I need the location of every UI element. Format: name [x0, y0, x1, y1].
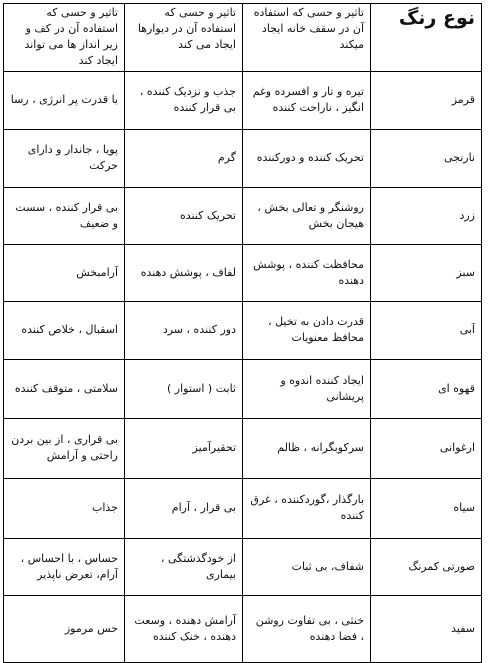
ceiling-effect-cell: بارگذار ،گوردکننده ، غرق کننده: [243, 478, 371, 538]
ceiling-effect-cell: خنثی ، بی تفاوت روشن ، فضا دهنده: [243, 595, 371, 662]
ceiling-effect-cell: قدرت دادن به تخیل ، محافظ معنویات: [243, 301, 371, 359]
table-row: [4, 478, 482, 538]
color-name-cell: صورتی کمرنگ: [371, 538, 482, 595]
color-effects-table-sheet: [3, 3, 481, 653]
floor-effect-cell: حساس ، با احساس ، آرام، تعرض ناپذیر: [4, 538, 125, 595]
header-ceiling: تاثیر و حسی که استفاده آن در سقف خانه ایجاد میکند: [243, 4, 371, 72]
header-color-type: [371, 4, 482, 72]
header-walls: تاثیر و حسی که استفاده آن در دیوارها ایجاد می کند: [125, 4, 243, 72]
header-color-type-label: نوع رنگ: [398, 7, 475, 29]
color-name-cell: نارنجی: [371, 129, 482, 187]
table-row: [4, 359, 482, 418]
floor-effect-cell: آرامبخش: [4, 244, 125, 301]
color-name-cell: قرمز: [371, 71, 482, 129]
wall-effect-cell: ثابت ( استوار ): [125, 359, 243, 418]
wall-effect-cell: تحقیرآمیز: [125, 418, 243, 478]
color-name-cell: آبی: [371, 301, 482, 359]
table-row: [4, 244, 482, 301]
table-header-row: [4, 4, 482, 72]
floor-effect-cell: جذاب: [4, 478, 125, 538]
ceiling-effect-cell: محافظت کننده ، پوشش دهنده: [243, 244, 371, 301]
floor-effect-cell: بی قرار کننده ، سست و ضعیف: [4, 187, 125, 244]
wall-effect-cell: گرم: [125, 129, 243, 187]
floor-effect-cell: سلامتی ، متوقف کننده: [4, 359, 125, 418]
ceiling-effect-cell: شفاف، بی ثبات: [243, 538, 371, 595]
color-name-cell: سفید: [371, 595, 482, 662]
floor-effect-cell: با قدرت پر انرژی ، رسا: [4, 71, 125, 129]
ceiling-effect-cell: روشنگر و تعالی بخش ، هیجان بخش: [243, 187, 371, 244]
table-row: [4, 71, 482, 129]
wall-effect-cell: تحریک کننده: [125, 187, 243, 244]
floor-effect-cell: اسقبال ، خلاص کننده: [4, 301, 125, 359]
wall-effect-cell: آرامش دهنده ، وسعت دهنده ، خنک کننده: [125, 595, 243, 662]
floor-effect-cell: حس مرموز: [4, 595, 125, 662]
wall-effect-cell: لفاف ، پوشش دهنده: [125, 244, 243, 301]
table-row: [4, 129, 482, 187]
wall-effect-cell: جذب و نزدیک کننده ، بی قرار کننده: [125, 71, 243, 129]
wall-effect-cell: دور کننده ، سرد: [125, 301, 243, 359]
header-floor: تاثیر و حسی که استفاده آن در کف و زیر انداز ها می تواند ایجاد کند: [4, 4, 125, 72]
color-effects-table: [3, 3, 482, 663]
ceiling-effect-cell: ایجاد کننده اندوه و پریشانی: [243, 359, 371, 418]
ceiling-effect-cell: سرکوبگرانه ، ظالم: [243, 418, 371, 478]
table-row: [4, 418, 482, 478]
ceiling-effect-cell: تیره و تار و افسرده وغم انگیز ، ناراحت کننده: [243, 71, 371, 129]
ceiling-effect-cell: تحریک کننده و دورکننده: [243, 129, 371, 187]
color-name-cell: سیاه: [371, 478, 482, 538]
table-row: [4, 595, 482, 662]
color-name-cell: زرد: [371, 187, 482, 244]
table-row: [4, 538, 482, 595]
floor-effect-cell: پویا ، جاندار و دارای حرکت: [4, 129, 125, 187]
color-name-cell: قهوه ای: [371, 359, 482, 418]
table-row: [4, 187, 482, 244]
color-name-cell: ارغوانی: [371, 418, 482, 478]
floor-effect-cell: بی قراری ، از بین بردن راحتی و آرامش: [4, 418, 125, 478]
table-row: [4, 301, 482, 359]
color-name-cell: سبز: [371, 244, 482, 301]
wall-effect-cell: بی قرار ، آرام: [125, 478, 243, 538]
wall-effect-cell: از خودگذشتگی ، بیماری: [125, 538, 243, 595]
